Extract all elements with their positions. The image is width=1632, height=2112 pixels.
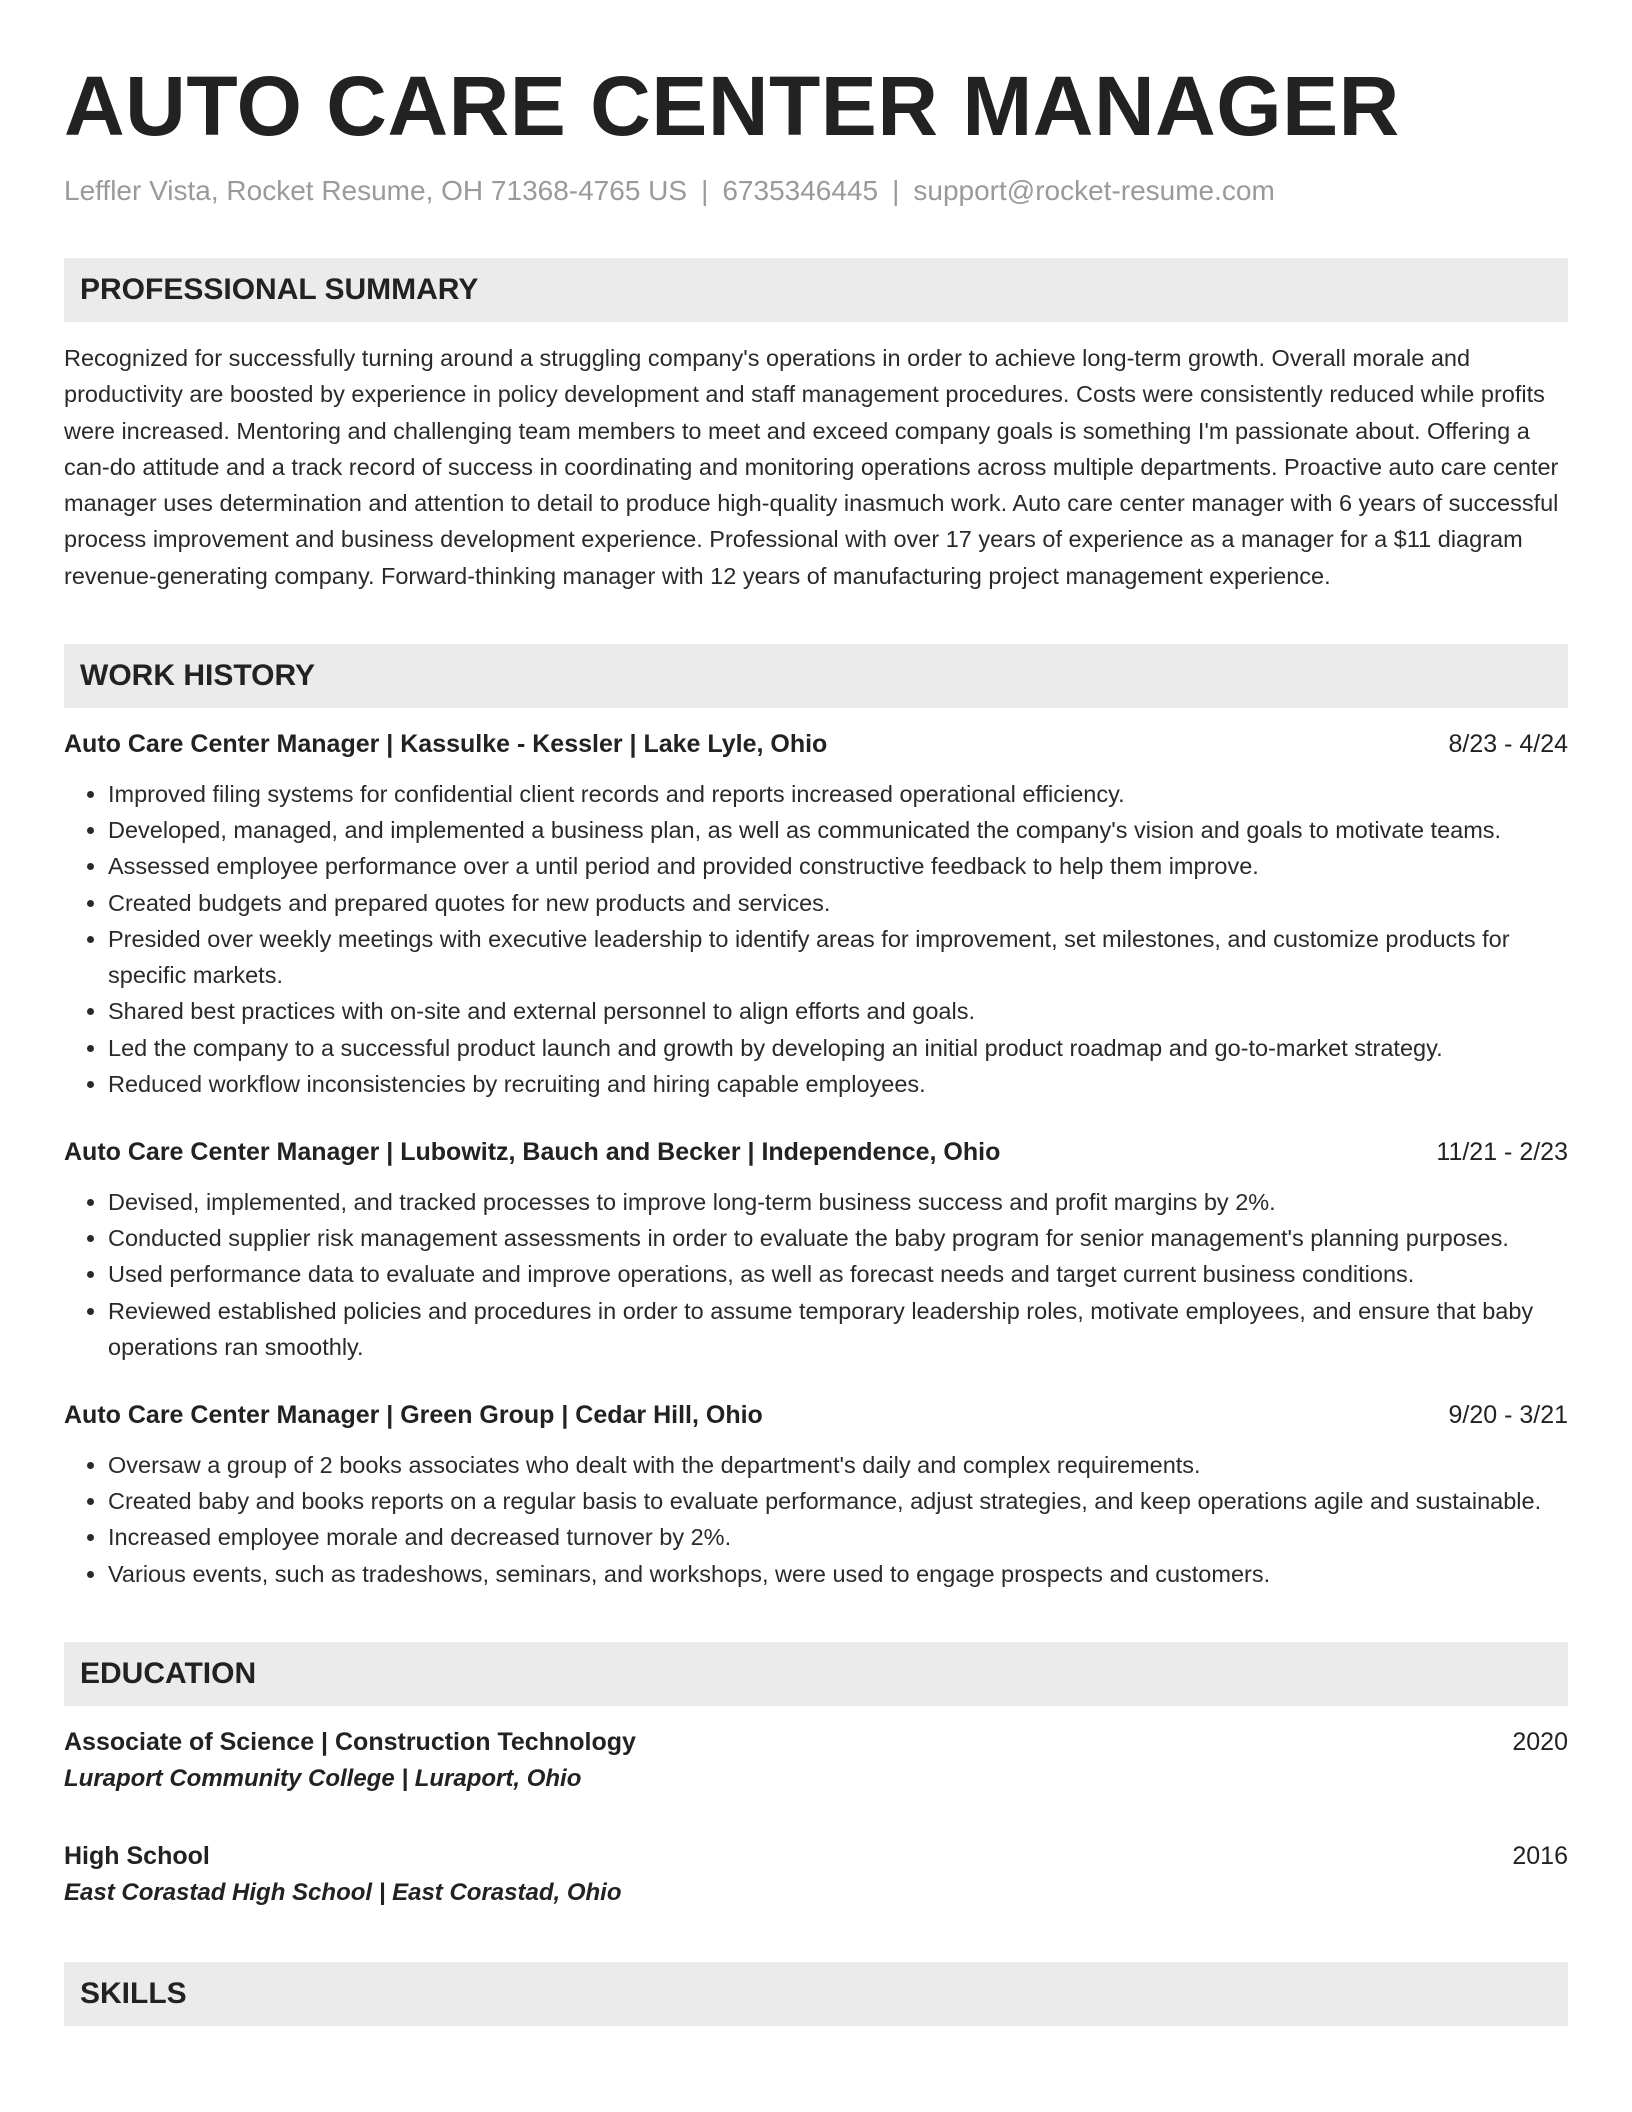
- education-school: Luraport Community College | Luraport, Ohio: [64, 1764, 582, 1792]
- education-year: 2016: [1512, 1841, 1568, 1870]
- job-bullet: • Conducted supplier risk management assessments in order to evaluate the baby program for senior management's planning purposes.: [108, 1220, 1568, 1256]
- job-bullet: • Increased employee morale and decreased turnover by 2%.: [108, 1519, 1568, 1555]
- summary-paragraph: Recognized for successfully turning around a struggling company's operations in order to achieve long-term growth. Overall morale and productivity are boosted by experience in policy development and staff management procedures. Costs were consistently reduced while profits were increased. Mentoring and challenging team members to meet and exceed company goals is something I'm passionate about. Offering a can-do attitude and a track record of success in coordinating and monitoring operations across multiple departments. Proactive auto care center manager uses determination and attention to detail to produce high-quality inasmuch work. Auto care center manager with 6 years of successful process improvement and business development experience. Professional with over 17 years of experience as a manager for a $11 diagram revenue-generating company. Forward-thinking manager with 12 years of manufacturing project management experience.: [64, 345, 1559, 589]
- section-heading-summary: PROFESSIONAL SUMMARY: [64, 258, 1568, 322]
- job-bullets: [64, 776, 1568, 1102]
- contact-address: Leffler Vista, Rocket Resume, OH 71368-4765 US: [64, 175, 688, 206]
- job-bullets: [64, 1184, 1568, 1365]
- education-entry: [64, 1724, 1568, 1798]
- resume-name: AUTO CARE CENTER MANAGER: [64, 59, 1400, 153]
- job-bullet: • Created budgets and prepared quotes for new products and services.: [108, 885, 1568, 921]
- education-header: [64, 1724, 1568, 1760]
- section-heading-education: EDUCATION: [64, 1642, 1568, 1706]
- job-dates: 9/20 - 3/21: [1448, 1400, 1568, 1429]
- job-bullet: • Reviewed established policies and procedures in order to assume temporary leadership roles, motivate employees, and ensure that baby operations ran smoothly.: [108, 1293, 1568, 1365]
- job-title: Auto Care Center Manager | Kassulke - Kessler | Lake Lyle, Ohio: [64, 730, 828, 759]
- section-heading-work-history: WORK HISTORY: [64, 644, 1568, 708]
- job-bullet: • Improved filing systems for confidential client records and reports increased operational efficiency.: [108, 776, 1568, 812]
- education-school: East Corastad High School | East Corastad, Ohio: [64, 1878, 622, 1906]
- education-entry: [64, 1838, 1568, 1912]
- education-header: [64, 1838, 1568, 1874]
- education-degree: Associate of Science | Construction Technology: [64, 1727, 636, 1756]
- section-heading-skills: SKILLS: [64, 1962, 1568, 2026]
- job-header: [64, 1397, 1568, 1433]
- job-dates: 8/23 - 4/24: [1448, 730, 1568, 759]
- job-bullet: • Devised, implemented, and tracked processes to improve long-term business success and profit margins by 2%.: [108, 1184, 1568, 1220]
- contact-line: [64, 174, 1568, 208]
- job-bullet: • Oversaw a group of 2 books associates who dealt with the department's daily and complex requirements.: [108, 1447, 1568, 1483]
- job-bullet: • Presided over weekly meetings with executive leadership to identify areas for improvement, set milestones, and customize products for specific markets.: [108, 921, 1568, 993]
- job-bullets: [64, 1447, 1568, 1592]
- job-header: [64, 1134, 1568, 1170]
- job-dates: 11/21 - 2/23: [1436, 1137, 1568, 1166]
- job-bullet: • Developed, managed, and implemented a business plan, as well as communicated the company's vision and goals to motivate teams.: [108, 812, 1568, 848]
- job-entry: [64, 726, 1568, 1102]
- job-entry: [64, 1397, 1568, 1592]
- contact-separator: |: [892, 175, 900, 206]
- contact-separator: |: [701, 175, 709, 206]
- job-bullet: • Created baby and books reports on a regular basis to evaluate performance, adjust strategies, and keep operations agile and sustainable.: [108, 1483, 1568, 1519]
- job-bullet: • Reduced workflow inconsistencies by recruiting and hiring capable employees.: [108, 1066, 1568, 1102]
- job-title: Auto Care Center Manager | Lubowitz, Bauch and Becker | Independence, Ohio: [64, 1137, 1001, 1166]
- job-bullet: • Assessed employee performance over a until period and provided constructive feedback to help them improve.: [108, 848, 1568, 884]
- job-entry: [64, 1134, 1568, 1365]
- job-header: [64, 726, 1568, 762]
- job-bullet: • Led the company to a successful product launch and growth by developing an initial product roadmap and go-to-market strategy.: [108, 1030, 1568, 1066]
- education-year: 2020: [1512, 1727, 1568, 1756]
- job-bullet: • Various events, such as tradeshows, seminars, and workshops, were used to engage prospects and customers.: [108, 1556, 1568, 1592]
- job-bullet: • Used performance data to evaluate and improve operations, as well as forecast needs and target current business conditions.: [108, 1256, 1568, 1292]
- job-bullet: • Shared best practices with on-site and external personnel to align efforts and goals.: [108, 993, 1568, 1029]
- education-degree: High School: [64, 1841, 210, 1870]
- contact-phone: 6735346445: [722, 175, 879, 206]
- contact-email: support@rocket-resume.com: [913, 175, 1275, 206]
- job-title: Auto Care Center Manager | Green Group | Cedar Hill, Ohio: [64, 1400, 763, 1429]
